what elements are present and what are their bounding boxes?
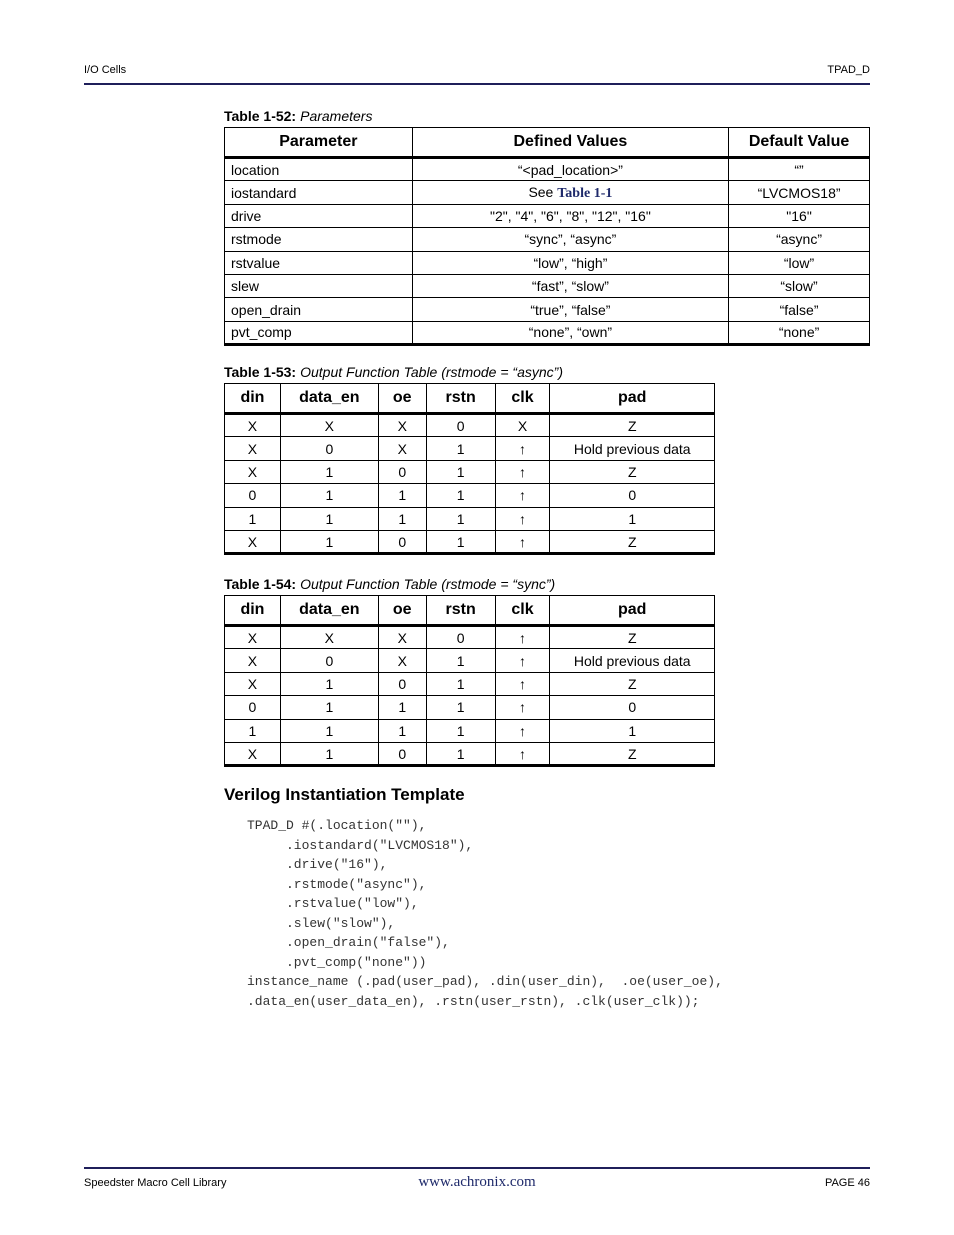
table-cell: 1 xyxy=(280,530,378,553)
table-cell: X xyxy=(225,672,281,695)
table-cell: X xyxy=(378,414,426,437)
defined-values: “none”, “own” xyxy=(412,321,728,344)
table-cell: 1 xyxy=(550,507,715,530)
defined-values: “fast”, “slow” xyxy=(412,274,728,297)
table-cell: 1 xyxy=(426,696,495,719)
table-cell: X xyxy=(280,626,378,649)
table-row xyxy=(225,204,870,227)
column-header: clk xyxy=(495,596,550,626)
table-cell: X xyxy=(280,414,378,437)
footer-website-link[interactable]: www.achronix.com xyxy=(418,1174,536,1190)
table-cell: 1 xyxy=(426,437,495,460)
rising-edge-icon: ↑ xyxy=(495,530,550,553)
default-value: “low” xyxy=(729,251,870,274)
table-row xyxy=(225,437,715,460)
table-cell: 0 xyxy=(426,626,495,649)
table-1-1-link[interactable]: Table 1-1 xyxy=(557,185,613,201)
table-cell: 1 xyxy=(280,507,378,530)
column-header: pad xyxy=(550,384,715,414)
rising-edge-icon: ↑ xyxy=(495,649,550,672)
default-value: “false” xyxy=(729,298,870,321)
column-header: rstn xyxy=(426,596,495,626)
table-cell: X xyxy=(225,460,281,483)
table-cell: 1 xyxy=(280,484,378,507)
table-cell: 0 xyxy=(550,484,715,507)
rising-edge-icon: ↑ xyxy=(495,484,550,507)
rising-edge-icon: ↑ xyxy=(495,742,550,765)
table-row xyxy=(225,719,715,742)
table-row xyxy=(225,649,715,672)
rising-edge-icon: ↑ xyxy=(495,696,550,719)
table-row xyxy=(225,672,715,695)
table-cell: 1 xyxy=(225,507,281,530)
table53-title: Output Function Table (rstmode = “async”) xyxy=(300,364,563,380)
footer-page-number: PAGE 46 xyxy=(824,1177,870,1189)
parameter-name: slew xyxy=(225,274,413,297)
table-row xyxy=(225,696,715,719)
table-row xyxy=(225,228,870,251)
table-row xyxy=(225,321,870,344)
table-cell: X xyxy=(225,742,281,765)
default-value: “slow” xyxy=(729,274,870,297)
table-row xyxy=(225,484,715,507)
table52-label: Table 1-52: xyxy=(224,108,297,124)
table-cell: 1 xyxy=(280,460,378,483)
defined-values: “sync”, “async” xyxy=(412,228,728,251)
table-cell: Hold previous data xyxy=(550,437,715,460)
table-cell: X xyxy=(225,437,281,460)
table-cell: 1 xyxy=(280,719,378,742)
table-cell: 0 xyxy=(550,696,715,719)
table-cell: 1 xyxy=(426,649,495,672)
table-header-row xyxy=(225,384,715,414)
table-cell: 1 xyxy=(426,719,495,742)
table54-caption xyxy=(224,576,555,592)
table-header-row xyxy=(225,128,870,158)
table-cell: 0 xyxy=(378,530,426,553)
header-section-label: I/O Cells xyxy=(84,64,127,76)
parameter-name: rstvalue xyxy=(225,251,413,274)
table-cell: Z xyxy=(550,626,715,649)
table-cell: X xyxy=(378,437,426,460)
table-cell: 1 xyxy=(280,696,378,719)
column-header: data_en xyxy=(280,596,378,626)
table-cell: 1 xyxy=(280,672,378,695)
column-header: oe xyxy=(378,384,426,414)
default-value: "16" xyxy=(729,204,870,227)
rising-edge-icon: ↑ xyxy=(495,672,550,695)
table-cell: Z xyxy=(550,672,715,695)
column-header: din xyxy=(225,596,281,626)
table-cell: 1 xyxy=(378,719,426,742)
table-cell: 1 xyxy=(280,742,378,765)
table-row xyxy=(225,626,715,649)
defined-values xyxy=(412,181,728,204)
table-cell: 1 xyxy=(378,507,426,530)
table-row xyxy=(225,158,870,181)
table-cell: Z xyxy=(550,742,715,765)
table52-title: Parameters xyxy=(300,108,373,124)
column-header: Default Value xyxy=(729,128,870,158)
verilog-section-heading: Verilog Instantiation Template xyxy=(224,785,465,804)
table53-caption xyxy=(224,364,563,380)
table-cell: Hold previous data xyxy=(550,649,715,672)
table-cell: X xyxy=(225,649,281,672)
table-cell: 0 xyxy=(225,696,281,719)
parameters-table xyxy=(224,127,870,346)
table-row xyxy=(225,460,715,483)
default-value: “” xyxy=(729,158,870,181)
defined-values: "2", "4", "6", "8", "12", "16" xyxy=(412,204,728,227)
parameter-name: iostandard xyxy=(225,181,413,204)
table-row xyxy=(225,530,715,553)
parameter-name: open_drain xyxy=(225,298,413,321)
table-row xyxy=(225,742,715,765)
default-value: “none” xyxy=(729,321,870,344)
defined-values: “low”, “high” xyxy=(412,251,728,274)
parameter-name: drive xyxy=(225,204,413,227)
table-row xyxy=(225,181,870,204)
table-cell: 1 xyxy=(426,507,495,530)
table-cell: 0 xyxy=(378,460,426,483)
table-cell: 1 xyxy=(426,530,495,553)
verilog-code-block: TPAD_D #(.location(""), .iostandard("LVCMOS18"), .drive("16"), .rstmode("async"), .rstvalue("low"), .slew("slow"), .open_drain("false"), .pvt_comp("none")) instance_name (.pad(user_pad), .din(user_din), .oe(user_oe), .data_en(user_data_en), .rstn(user_rstn), .clk(user_clk)); xyxy=(247,818,723,1009)
table-cell: 0 xyxy=(426,414,495,437)
table-cell: 1 xyxy=(426,460,495,483)
footer-rule xyxy=(84,1167,870,1169)
table-cell: X xyxy=(225,414,281,437)
table-row xyxy=(225,298,870,321)
header-rule xyxy=(84,83,870,85)
table-cell: X xyxy=(225,626,281,649)
table-cell: 1 xyxy=(550,719,715,742)
column-header: rstn xyxy=(426,384,495,414)
column-header: clk xyxy=(495,384,550,414)
table-cell: 0 xyxy=(280,649,378,672)
table-cell: 1 xyxy=(426,742,495,765)
table-cell: 1 xyxy=(225,719,281,742)
rising-edge-icon: ↑ xyxy=(495,719,550,742)
table-cell: 1 xyxy=(426,484,495,507)
table-cell: Z xyxy=(550,414,715,437)
table-cell: X xyxy=(378,626,426,649)
table54-label: Table 1-54: xyxy=(224,576,297,592)
defined-values: “true”, “false” xyxy=(412,298,728,321)
table-cell: Z xyxy=(550,530,715,553)
column-header: oe xyxy=(378,596,426,626)
async-output-function-table xyxy=(224,383,715,555)
rising-edge-icon: ↑ xyxy=(495,626,550,649)
column-header: Defined Values xyxy=(412,128,728,158)
defined-values: “<pad_location>” xyxy=(412,158,728,181)
default-value: “async” xyxy=(729,228,870,251)
table54-title: Output Function Table (rstmode = “sync”) xyxy=(300,576,556,592)
parameter-name: rstmode xyxy=(225,228,413,251)
table-row xyxy=(225,507,715,530)
table-cell: Z xyxy=(550,460,715,483)
see-text: See xyxy=(528,183,554,200)
table53-label: Table 1-53: xyxy=(224,364,297,380)
column-header: din xyxy=(225,384,281,414)
default-value: “LVCMOS18” xyxy=(729,181,870,204)
table-cell: 0 xyxy=(378,672,426,695)
table-cell: 1 xyxy=(378,484,426,507)
column-header: pad xyxy=(550,596,715,626)
table-cell: 0 xyxy=(378,742,426,765)
column-header: data_en xyxy=(280,384,378,414)
sync-output-function-table xyxy=(224,595,715,767)
table-row xyxy=(225,274,870,297)
parameter-name: pvt_comp xyxy=(225,321,413,344)
table-header-row xyxy=(225,596,715,626)
header-cell-name: TPAD_D xyxy=(827,64,870,76)
table-row xyxy=(225,251,870,274)
table-cell: 0 xyxy=(280,437,378,460)
table-cell: 1 xyxy=(378,696,426,719)
column-header: Parameter xyxy=(225,128,413,158)
table-cell: 1 xyxy=(426,672,495,695)
footer-doc-title: Speedster Macro Cell Library xyxy=(84,1177,227,1189)
table-cell: X xyxy=(225,530,281,553)
table-cell: X xyxy=(378,649,426,672)
table-row xyxy=(225,414,715,437)
parameter-name: location xyxy=(225,158,413,181)
rising-edge-icon: ↑ xyxy=(495,460,550,483)
rising-edge-icon: ↑ xyxy=(495,437,550,460)
rising-edge-icon: ↑ xyxy=(495,507,550,530)
table-cell: 0 xyxy=(225,484,281,507)
table-cell: X xyxy=(495,414,550,437)
table52-caption xyxy=(224,108,372,124)
